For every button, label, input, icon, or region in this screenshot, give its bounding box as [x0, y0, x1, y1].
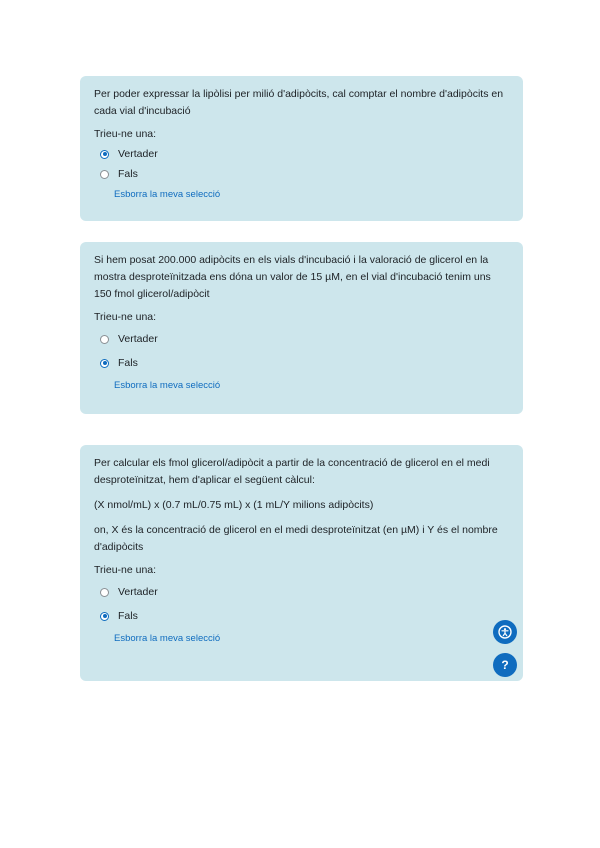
- clear-selection-link[interactable]: Esborra la meva selecció: [114, 633, 221, 644]
- option-fals[interactable]: [94, 604, 509, 628]
- question-3-text: Per calcular els fmol glicerol/adipòcit a partir de la concentració de glicerol en el medi desproteïnitzat, hem d'aplicar el següent càlcul:: [94, 457, 490, 486]
- radio-button-checked[interactable]: [100, 359, 109, 368]
- radio-button-checked[interactable]: [100, 612, 109, 621]
- question-1-text: Per poder expressar la lipòlisi per milió d'adipòcits, cal comptar el nombre d'adipòcits en cada vial d'incubació: [94, 88, 504, 117]
- question-text: [94, 86, 509, 120]
- choose-one-prompt: Trieu-ne una:: [94, 128, 157, 140]
- option-label: Fals: [118, 168, 138, 180]
- question-2-text: Si hem posat 200.000 adipòcits en els vials d'incubació i la valoració de glicerol en la mostra desproteïnitzada ens dóna un valor de 15 µM, en el vial d'incubació tenim uns 150 fmol glicerol/adipòcit: [94, 254, 491, 300]
- question-card-2: [80, 242, 523, 414]
- question-mark-icon: ?: [501, 658, 509, 672]
- radio-button-checked[interactable]: [100, 150, 109, 159]
- question-card-3: [80, 445, 523, 681]
- option-vertader[interactable]: [94, 580, 509, 604]
- question-card-1: [80, 76, 523, 221]
- help-button[interactable]: [493, 653, 517, 677]
- accessibility-icon: [498, 625, 512, 639]
- option-vertader[interactable]: [94, 327, 509, 351]
- option-label: Fals: [118, 610, 138, 622]
- question-text: [94, 252, 509, 303]
- accessibility-button[interactable]: [493, 620, 517, 644]
- option-label: Fals: [118, 357, 138, 369]
- question-3-note: on, X és la concentració de glicerol en el medi desproteïnitzat (en µM) i Y és el nombre d'adipòcits: [94, 524, 498, 553]
- clear-selection-link[interactable]: Esborra la meva selecció: [114, 380, 221, 391]
- option-fals[interactable]: [94, 351, 509, 375]
- option-label: Vertader: [118, 333, 158, 345]
- question-text: [94, 455, 509, 556]
- option-vertader[interactable]: [94, 144, 509, 164]
- clear-selection-link[interactable]: Esborra la meva selecció: [114, 189, 221, 200]
- option-label: Vertader: [118, 586, 158, 598]
- option-label: Vertader: [118, 148, 158, 160]
- option-fals[interactable]: [94, 164, 509, 184]
- question-3-formula: (X nmol/mL) x (0.7 mL/0.75 mL) x (1 mL/Y milions adipòcits): [94, 499, 374, 511]
- choose-one-prompt: Trieu-ne una:: [94, 564, 157, 576]
- radio-button[interactable]: [100, 170, 109, 179]
- radio-button[interactable]: [100, 335, 109, 344]
- radio-button[interactable]: [100, 588, 109, 597]
- choose-one-prompt: Trieu-ne una:: [94, 311, 157, 323]
